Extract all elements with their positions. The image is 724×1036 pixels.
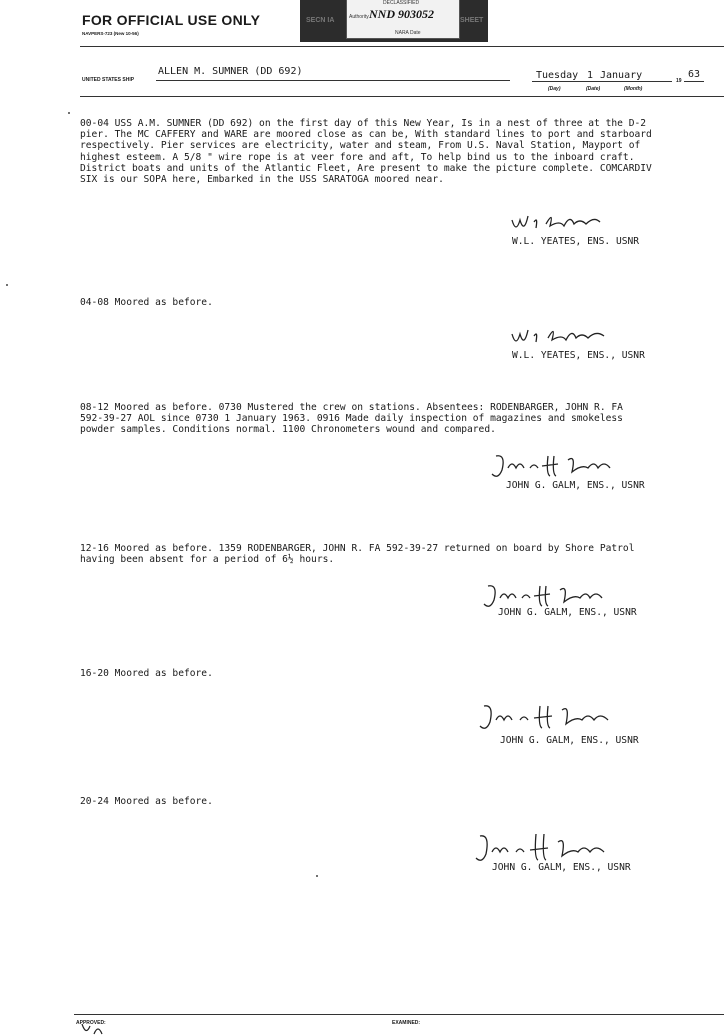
stamp-right-fragment: SHEET: [460, 17, 484, 24]
form-number: NAVPERS-723 (New 10-56): [82, 31, 139, 36]
date-section-rule: [80, 96, 724, 97]
date-month-label: (Month): [624, 86, 643, 92]
signature-name-2: W.L. YEATES, ENS., USNR: [512, 350, 645, 361]
approval-initials: [80, 1022, 120, 1036]
date-date-label: (Date): [586, 86, 601, 92]
signature-name-1: W.L. YEATES, ENS. USNR: [512, 236, 640, 247]
log-entry-20-24: 20-24 Moored as before.: [80, 796, 213, 807]
paper-speck: [68, 112, 70, 114]
log-entry-00-04: 00-04 USS A.M. SUMNER (DD 692) on the first day of this New Year, Is in a nest of three at the D-2 pier. The MC CAFFERY and WARE are moored close as can be, With standard lines to port and starboard respectively. Pier services are electricity, water and steam, From U.S. Naval Station, Mayport of highest esteem. A 5/8 " wire rope is at veer fore and aft, To help bind us to the inboard craft. District boats and units of the Atlantic Fleet, Are present to make the picture complete. COMCARDIV SIX is our SOPA here, Embarked in the USS SARATOGA moored near.: [80, 118, 652, 186]
ship-name-underline: [156, 80, 510, 81]
log-entry-16-20: 16-20 Moored as before.: [80, 668, 213, 679]
signature-galm-4: [474, 830, 614, 866]
signature-yeates-2: [508, 322, 618, 352]
stamp-nara-date: NARA Date: [395, 30, 421, 36]
log-entry-04-08: 04-08 Moored as before.: [80, 297, 213, 308]
signature-yeates-1: [508, 206, 618, 238]
stamp-authority-number: NND 903052: [369, 7, 434, 21]
date-date: 1: [587, 70, 594, 81]
classification-heading: FOR OFFICIAL USE ONLY: [82, 12, 261, 28]
ship-label: UNITED STATES SHIP: [82, 77, 135, 83]
log-entry-08-12: 08-12 Moored as before. 0730 Mustered the crew on stations. Absentees: RODENBARGER, JOHN R. FA 592-39-27 AOL since 0730 1 January 1963. 0916 Made daily inspection of magazines and smokeless powder samples. Conditions normal. 1100 Chronometers wound and compared.: [80, 402, 623, 436]
stamp-declassified: DECLASSIFIED: [383, 0, 420, 6]
year-prefix: 19: [676, 78, 682, 84]
approved-label: APPROVED:: [76, 1020, 106, 1026]
paper-speck: [6, 284, 8, 286]
date-month: January: [600, 70, 643, 81]
header-rule: [80, 46, 724, 47]
date-year: 63: [688, 69, 701, 80]
date-underline: [532, 81, 672, 82]
log-entry-12-16: 12-16 Moored as before. 1359 RODENBARGER, JOHN R. FA 592-39-27 returned on board by Shore Patrol having been absent for a period of 6½ hours.: [80, 543, 635, 566]
signature-name-4: JOHN G. GALM, ENS., USNR: [498, 607, 637, 618]
signature-galm-3: [478, 700, 618, 734]
signature-name-3: JOHN G. GALM, ENS., USNR: [506, 480, 645, 491]
footer-rule: [74, 1014, 724, 1015]
signature-name-5: JOHN G. GALM, ENS., USNR: [500, 735, 639, 746]
examined-label: EXAMINED:: [392, 1020, 421, 1026]
paper-speck: [316, 875, 318, 877]
ship-name: ALLEN M. SUMNER (DD 692): [158, 66, 303, 77]
date-day: Tuesday: [536, 70, 579, 81]
stamp-authority-label: Authority: [349, 14, 369, 20]
signature-name-6: JOHN G. GALM, ENS., USNR: [492, 862, 631, 873]
year-underline: [684, 81, 704, 82]
stamp-left-fragment: SECN IA: [306, 17, 335, 24]
date-day-label: (Day): [548, 86, 561, 92]
declassification-stamp: [346, 0, 460, 39]
signature-galm-1: [490, 450, 620, 482]
